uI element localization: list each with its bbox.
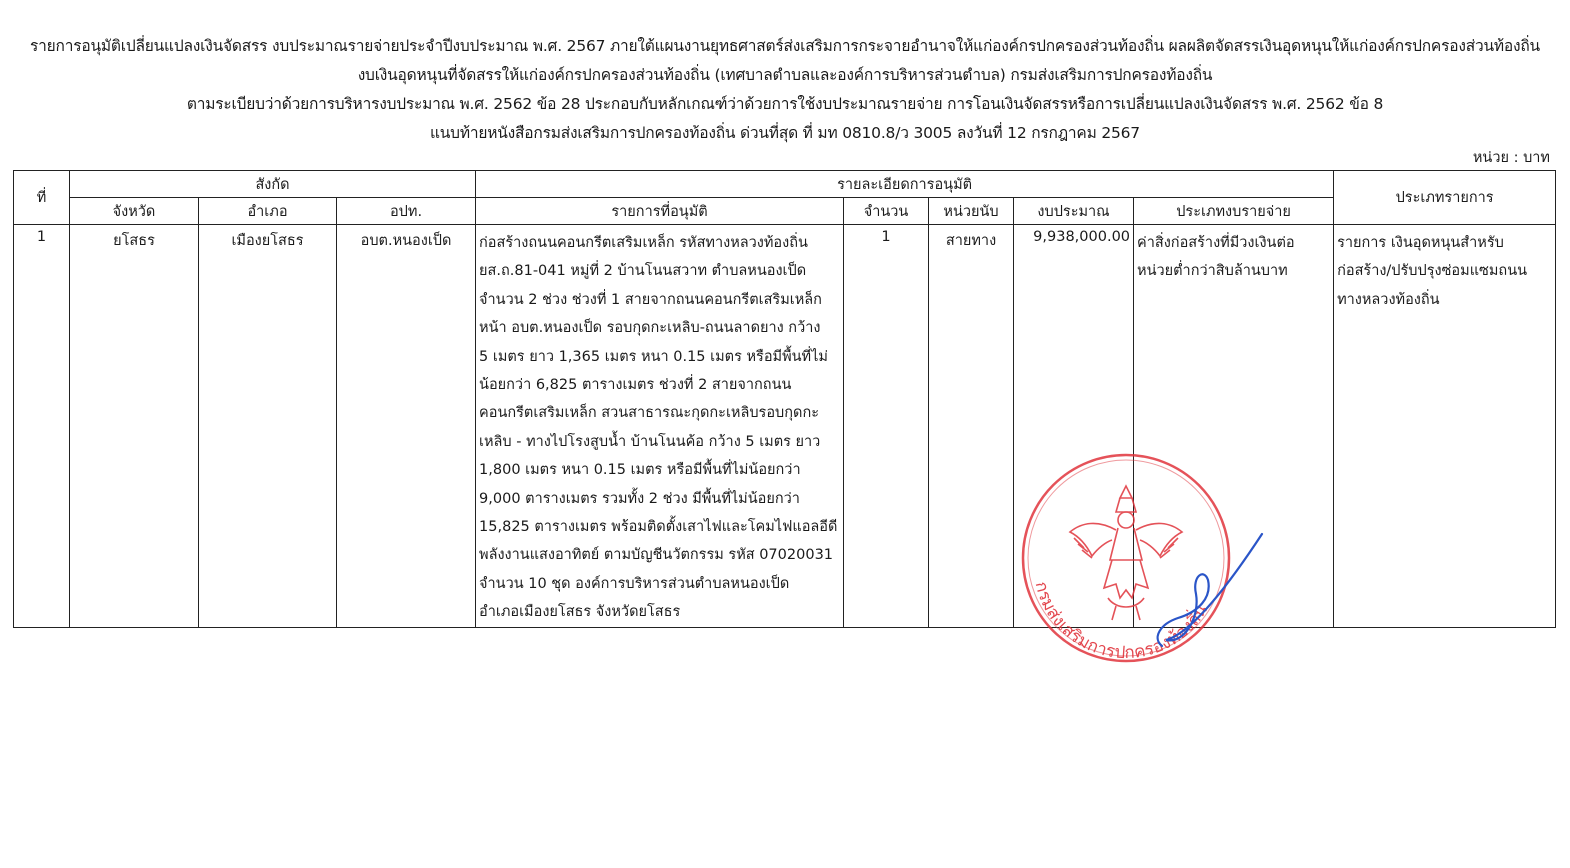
col-header-budget: งบประมาณ: [1014, 198, 1134, 225]
detail-line: 5 เมตร ยาว 1,365 เมตร หนา 0.15 เมตร หรือมีพื้นที่ไม่: [479, 348, 828, 365]
cell-district: เมืองยโสธร: [199, 225, 337, 628]
table-row: [14, 225, 1556, 628]
header-line-1: รายการอนุมัติเปลี่ยนแปลงเงินจัดสรร งบประมาณรายจ่ายประจำปีงบประมาณ พ.ศ. 2567 ภายใต้แผนงานยุทธศาสตร์ส่งเสริมการกระจายอำนาจให้แก่องค์กรปกครองส่วนท้องถิ่น ผลผลิตจัดสรรเงินอุดหนุนให้แก่องค์กรปกครองส่วนท้องถิ่น: [30, 37, 1540, 55]
header-line-4: แนบท้ายหนังสือกรมส่งเสริมการปกครองท้องถิ่น ด่วนที่สุด ที่ มท 0810.8/ว 3005 ลงวันที่ 12 กรกฎาคม 2567: [430, 124, 1140, 142]
col-header-province: จังหวัด: [70, 198, 199, 225]
detail-line: อำเภอเมืองยโสธร จังหวัดยโสธร: [479, 604, 681, 621]
item-category-line: รายการ เงินอุดหนุนสำหรับ: [1337, 235, 1504, 251]
detail-line: คอนกรีตเสริมเหล็ก สวนสาธารณะกุดกะเหลิบรอบกุดกะ: [479, 405, 820, 422]
cell-province: ยโสธร: [70, 225, 199, 628]
detail-line: จำนวน 10 ชุด องค์การบริหารส่วนตำบลหนองเป็ด: [479, 575, 790, 592]
detail-line: พลังงานแสงอาทิตย์ ตามบัญชีนวัตกรรม รหัส 07020031: [479, 547, 834, 564]
col-header-lao: อปท.: [337, 198, 476, 225]
cell-expense-type: [1134, 225, 1334, 628]
item-category-line: ก่อสร้าง/ปรับปรุงซ่อมแซมถนน: [1337, 263, 1528, 280]
cell-no: 1: [14, 225, 70, 628]
col-header-district: อำเภอ: [199, 198, 337, 225]
cell-budget: 9,938,000.00: [1014, 225, 1134, 628]
item-category-line: ทางหลวงท้องถิ่น: [1337, 291, 1440, 308]
col-header-approved-item: รายการที่อนุมัติ: [476, 198, 844, 225]
header-line-3: ตามระเบียบว่าด้วยการบริหารงบประมาณ พ.ศ. 2562 ข้อ 28 ประกอบกับหลักเกณฑ์ว่าด้วยการใช้งบประมาณรายจ่าย การโอนเงินจัดสรรหรือการเปลี่ยนแปลงเงินจัดสรร พ.ศ. 2562 ข้อ 8: [186, 95, 1384, 113]
col-header-unit-count: หน่วยนับ: [929, 198, 1014, 225]
detail-line: หน้า อบต.หนองเป็ด รอบกุดกะเหลิบ-ถนนลาดยาง กว้าง: [479, 320, 821, 337]
document-header: [0, 32, 1570, 148]
cell-approved-item: [476, 225, 844, 628]
col-header-no: ที่: [14, 171, 70, 225]
col-header-quantity: จำนวน: [844, 198, 929, 225]
col-header-item-category: ประเภทรายการ: [1334, 171, 1556, 225]
detail-line: 15,825 ตารางเมตร พร้อมติดตั้งเสาไฟและโคมไฟแอลอีดี: [479, 519, 838, 536]
header-line-2: งบเงินอุดหนุนที่จัดสรรให้แก่องค์กรปกครองส่วนท้องถิ่น (เทศบาลตำบลและองค์การบริหารส่วนตำบล) กรมส่งเสริมการปกครองท้องถิ่น: [357, 66, 1213, 84]
unit-label: หน่วย : บาท: [1472, 150, 1550, 166]
expense-type-line: ค่าสิ่งก่อสร้างที่มีวงเงินต่อ: [1137, 235, 1295, 251]
detail-line: ก่อสร้างถนนคอนกรีตเสริมเหล็ก รหัสทางหลวงท้องถิ่น: [479, 235, 808, 251]
detail-line: จำนวน 2 ช่วง ช่วงที่ 1 สายจากถนนคอนกรีตเสริมเหล็ก: [479, 291, 822, 308]
col-header-affiliation: สังกัด: [70, 171, 476, 198]
col-header-expense-type: ประเภทงบรายจ่าย: [1134, 198, 1334, 225]
cell-unit-count: สายทาง: [929, 225, 1014, 628]
header-row-1: [14, 171, 1556, 198]
cell-quantity: 1: [844, 225, 929, 628]
col-header-approval-details: รายละเอียดการอนุมัติ: [476, 171, 1334, 198]
detail-line: 1,800 เมตร หนา 0.15 เมตร หรือมีพื้นที่ไม่น้อยกว่า: [479, 462, 801, 479]
detail-line: 9,000 ตารางเมตร รวมทั้ง 2 ช่วง มีพื้นที่ไม่น้อยกว่า: [479, 490, 800, 507]
approval-table: [13, 170, 1556, 628]
expense-type-line: หน่วยต่ำกว่าสิบล้านบาท: [1137, 263, 1288, 280]
detail-line: เหลิบ - ทางไปโรงสูบน้ำ บ้านโนนค้อ กว้าง 5 เมตร ยาว: [479, 433, 821, 450]
header-row-2: [14, 198, 1556, 225]
cell-lao: อบต.หนองเป็ด: [337, 225, 476, 628]
cell-item-category: [1334, 225, 1556, 628]
seal-text: กรมส่งเสริมการปกครองท้องถิ่น: [1030, 579, 1212, 664]
detail-line: น้อยกว่า 6,825 ตารางเมตร ช่วงที่ 2 สายจากถนน: [479, 377, 792, 394]
detail-line: ยส.ถ.81-041 หมู่ที่ 2 บ้านโนนสวาท ตำบลหนองเป็ด: [479, 263, 807, 280]
